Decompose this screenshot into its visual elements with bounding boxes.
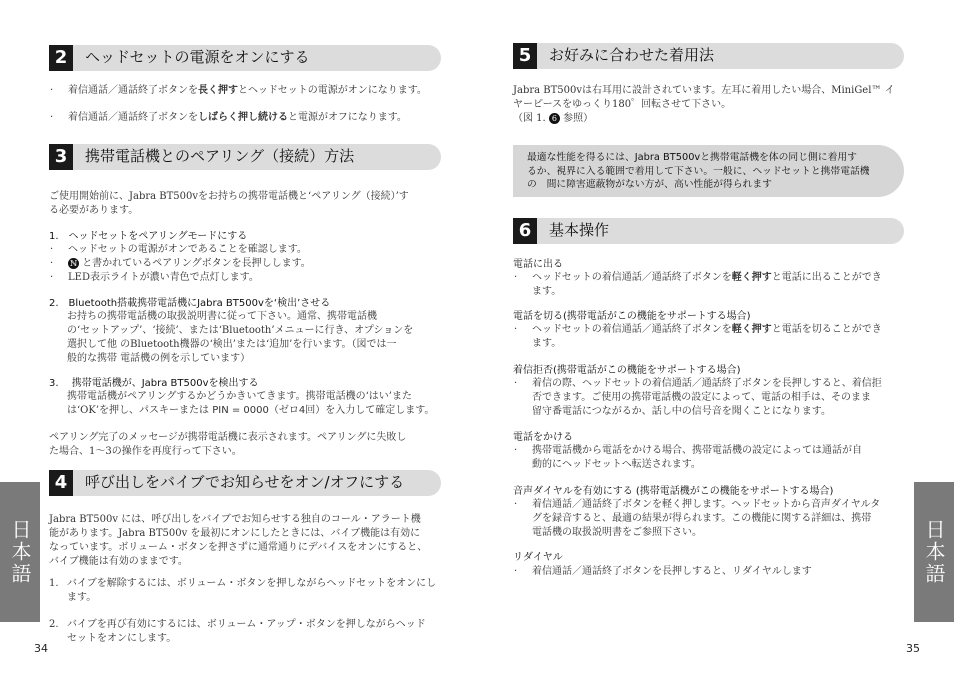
section-2-title: ヘッドセットの電源をオンにする xyxy=(85,48,310,66)
section-4-title: 呼び出しをバイブでお知らせをオン/オフにする xyxy=(85,473,405,491)
redial-title: リダイヤル xyxy=(513,552,563,563)
step-3-body: 携帯電話機がペアリングするかどうかきいてきます。携帯電話機の‘はい’また は‘OK’を押し、パスキーまたは PIN = 0000（ゼロ4回）を入力して確定します。 xyxy=(67,391,435,416)
make-call-title: 電話をかける xyxy=(513,432,573,443)
section-6-number: 6 xyxy=(513,218,537,244)
figure-reference-icon: 6 xyxy=(549,113,560,124)
section-4-paragraph: Jabra BT500v には、呼び出しをバイブでお知らせする独自のコール・アラート機 能があります。Jabra BT500v を最初にオンにしたときには、バイブ機能は有効に なっています。ボリューム・ボタンを押さずに通常通りにデバイスをオンにすると、 バイブ機能は有効のままです。 xyxy=(49,514,428,567)
step-2-title: 2. Bluetooth搭載携帯電話機にJabra BT500vを‘検出’させる xyxy=(49,298,331,309)
section-2-number: 2 xyxy=(49,45,73,71)
step-1-title: 1. ヘッドセットをペアリングモードにする xyxy=(49,231,248,242)
section-6-header xyxy=(513,218,904,244)
language-tab-left: 日本語 xyxy=(0,482,40,622)
section-3-number: 3 xyxy=(49,144,73,170)
step-2-body: お持ちの携帯電話機の取扱説明書に従って下さい。通常、携帯電話機 の‘セットアップ’、‘接続’、または‘Bluetooth’メニューに行き、オプションを 選択して他 のBluetooth機器の‘検出’または‘追加’を行います。（図では一 般的な携帯 電話機の例を示しています） xyxy=(67,311,414,364)
section-5-paragraph: Jabra BT500vは右耳用に設計されています。左耳に着用したい場合、MiniGel™ イ ヤーピースをゆっくり180゜回転させて下さい。 （図 1. 6 参照） xyxy=(513,85,895,124)
language-tab-right: 日本語 xyxy=(914,482,954,622)
section-2-header xyxy=(49,45,441,71)
voice-dial-title: 音声ダイヤルを有効にする (携帯電話機がこの機能をサポートする場合) xyxy=(513,486,834,497)
section-3-title: 携帯電話機とのペアリング（接続）方法 xyxy=(85,147,355,165)
section-5-number: 5 xyxy=(513,43,537,69)
page-number-left: 34 xyxy=(34,642,48,655)
reject-call-title: 着信拒否(携帯電話がこの機能をサポートする場合) xyxy=(513,365,741,376)
section-6-title: 基本操作 xyxy=(549,221,610,239)
answer-call-title: 電話に出る xyxy=(513,259,563,270)
page-number-right: 35 xyxy=(906,642,920,655)
section-4-header xyxy=(49,470,441,496)
pairing-icon: ℕ xyxy=(69,259,78,268)
section-3-header xyxy=(49,144,441,170)
end-call-title: 電話を切る(携帯電話がこの機能をサポートする場合) xyxy=(513,311,751,322)
section-5-header xyxy=(513,43,904,69)
step-3-title: 3. 携帯電話機が、Jabra BT500vを検出する xyxy=(49,378,259,389)
section-5-title: お好みに合わせた着用法 xyxy=(549,46,715,64)
section-3-intro: ご使用開始前に、Jabra BT500vをお持ちの携帯電話機と‘ペアリング（接続）’す る必要があります。 xyxy=(49,191,409,216)
performance-note: 最適な性能を得るには、Jabra BT500vと携帯電話機を体の同じ側に着用す るか、視界に入る範囲で着用して下さい。一般に、ヘッドセットと携帯電話機 の 間に障害遮蔽物がない方が、高い性能が得られます xyxy=(513,145,904,197)
section-4-number: 4 xyxy=(49,470,73,496)
section-3-outro: ペアリング完了のメッセージが携帯電話機に表示されます。ペアリングに失敗し た場合、1～3の操作を再度行って下さい。 xyxy=(49,432,407,457)
